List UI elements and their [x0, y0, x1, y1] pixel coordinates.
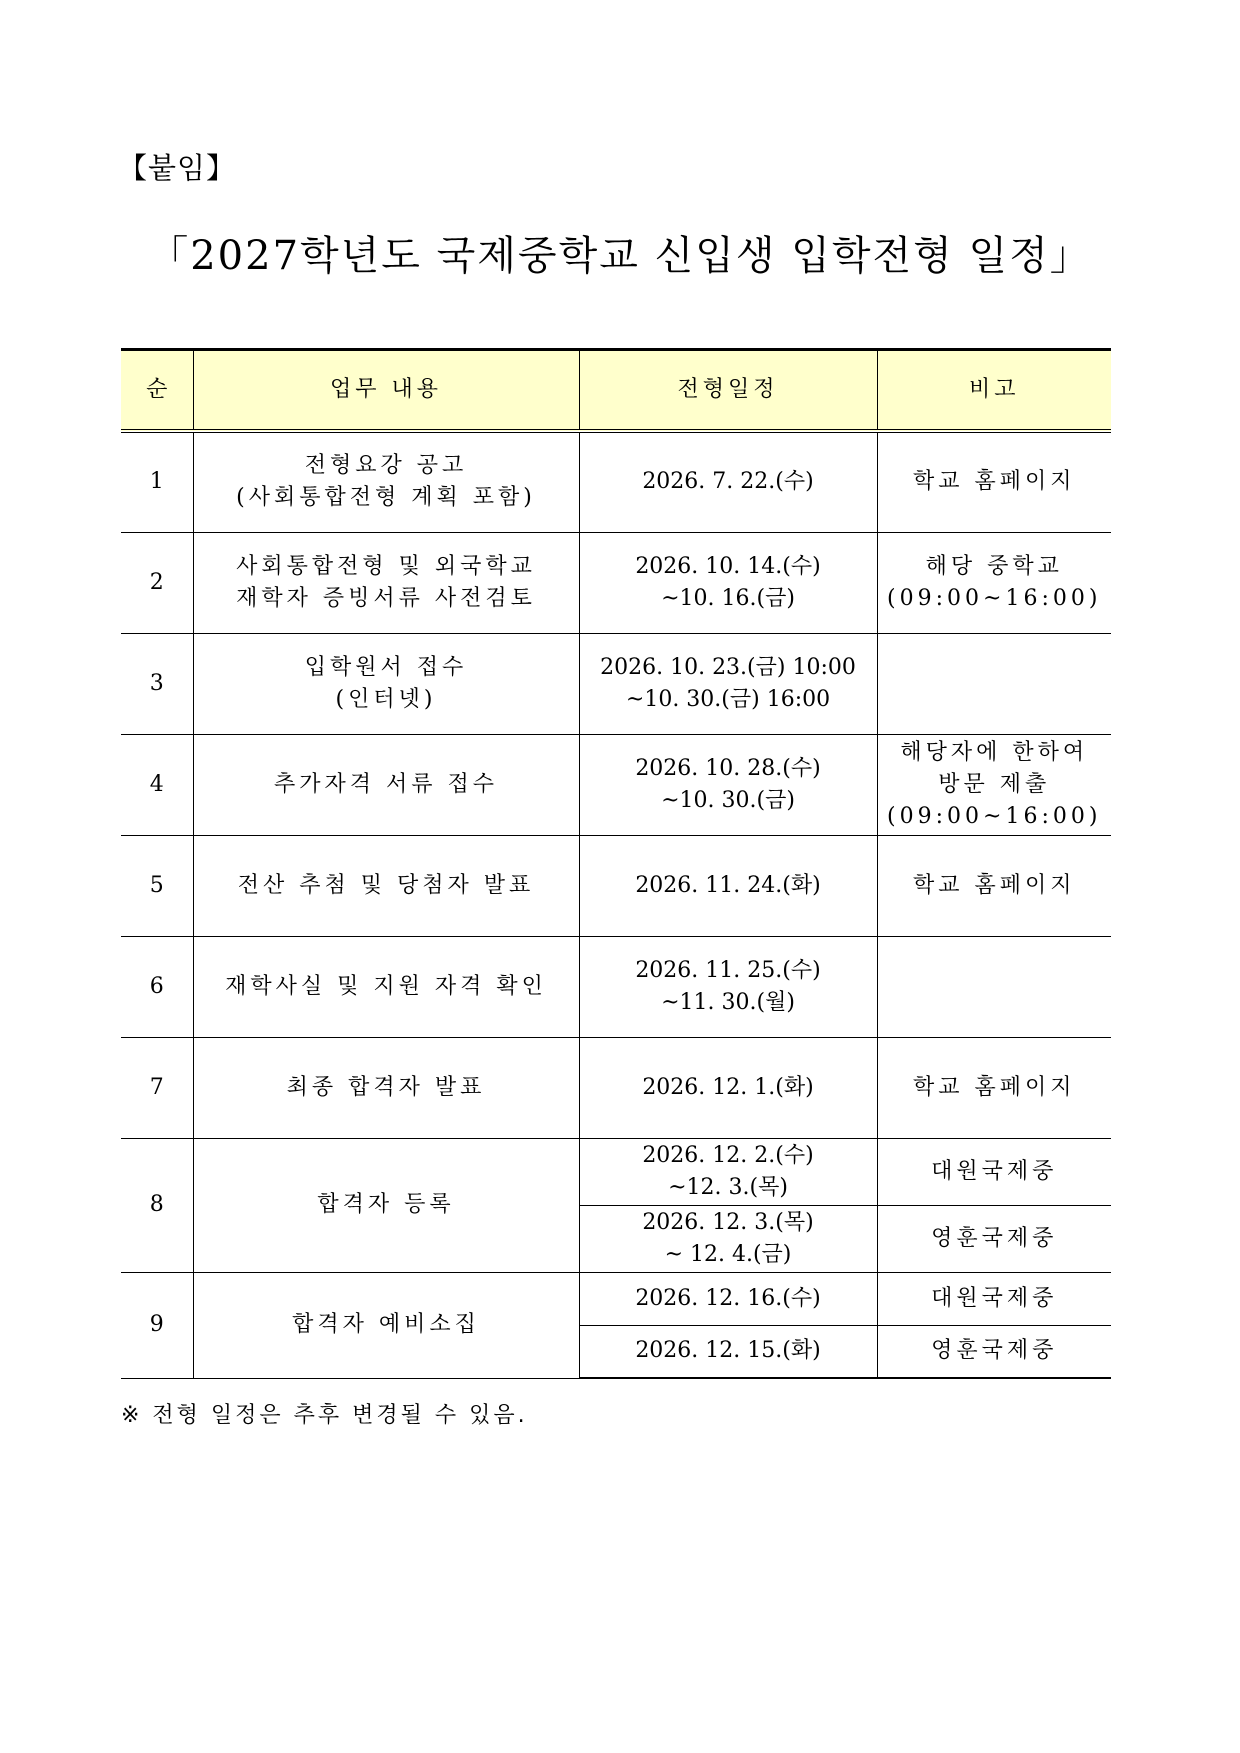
row-5-task-line-1: 전산 추첨 및 당첨자 발표 — [237, 872, 535, 898]
table-row — [121, 431, 1111, 532]
row-6-task-line-1: 재학사실 및 지원 자격 확인 — [225, 973, 547, 999]
row-9-task: 합격자 예비소집 — [193, 1272, 579, 1378]
row-7-task — [193, 1037, 579, 1138]
row-1-remark — [877, 431, 1111, 532]
row-9a-remark: 대원국제중 — [877, 1272, 1111, 1325]
row-3-schedule-line-1: 2026. 10. 23.(금) 10:00 — [600, 654, 856, 680]
header-remark: 비고 — [877, 350, 1111, 432]
row-4-remark-line-1: 해당자에 한하여 — [900, 739, 1089, 765]
row-4-remark — [877, 734, 1111, 835]
row-8a-remark: 대원국제중 — [877, 1138, 1111, 1205]
row-3-remark — [877, 633, 1111, 734]
row-9b-remark: 영훈국제중 — [877, 1325, 1111, 1378]
row-6-no: 6 — [121, 936, 193, 1037]
table-row — [121, 734, 1111, 835]
table-row — [121, 835, 1111, 936]
row-1-remark-line-1: 학교 홈페이지 — [912, 469, 1076, 495]
row-9b-schedule: 2026. 12. 15.(화) — [579, 1325, 877, 1378]
row-3-schedule-line-2: ~10. 30.(금) 16:00 — [625, 686, 831, 712]
row-8b-schedule-line-2: ~ 12. 4.(금) — [664, 1241, 792, 1267]
row-8b-schedule — [579, 1205, 877, 1272]
row-2-task-line-1: 사회통합전형 및 외국학교 — [236, 553, 536, 579]
row-4-schedule-line-1: 2026. 10. 28.(수) — [635, 755, 821, 781]
row-8a-schedule-line-2: ~12. 3.(목) — [668, 1174, 788, 1200]
row-5-schedule — [579, 835, 877, 936]
row-9a-schedule: 2026. 12. 16.(수) — [579, 1272, 877, 1325]
row-2-schedule-line-1: 2026. 10. 14.(수) — [635, 553, 821, 579]
row-2-remark — [877, 532, 1111, 633]
row-3-task-line-1: 입학원서 접수 — [304, 654, 468, 680]
row-8b-schedule-line-1: 2026. 12. 3.(목) — [642, 1209, 814, 1235]
row-5-remark-line-1: 학교 홈페이지 — [912, 872, 1076, 898]
row-3-task-line-2: (인터넷) — [335, 686, 437, 712]
row-4-remark-line-2: 방문 제출 — [938, 771, 1051, 797]
row-7-remark-line-1: 학교 홈페이지 — [912, 1074, 1076, 1100]
table-row — [121, 633, 1111, 734]
row-4-remark-line-3: (09:00~16:00) — [887, 803, 1102, 829]
row-2-no: 2 — [121, 532, 193, 633]
row-8a-schedule-line-1: 2026. 12. 2.(수) — [642, 1142, 814, 1168]
row-7-no: 7 — [121, 1037, 193, 1138]
row-4-task-line-1: 추가자격 서류 접수 — [273, 771, 498, 797]
row-8a-schedule — [579, 1138, 877, 1205]
row-1-no: 1 — [121, 431, 193, 532]
table-row-9a — [121, 1272, 1111, 1325]
row-3-task — [193, 633, 579, 734]
row-5-task — [193, 835, 579, 936]
row-6-schedule-line-1: 2026. 11. 25.(수) — [635, 957, 821, 983]
row-2-schedule-line-2: ~10. 16.(금) — [661, 585, 795, 611]
header-schedule: 전형일정 — [579, 350, 877, 432]
row-5-remark — [877, 835, 1111, 936]
table-row — [121, 532, 1111, 633]
row-4-schedule-line-2: ~10. 30.(금) — [661, 787, 795, 813]
footnote: ※ 전형 일정은 추후 변경될 수 있음. — [121, 1403, 528, 1428]
row-4-task — [193, 734, 579, 835]
row-3-no: 3 — [121, 633, 193, 734]
row-8b-remark: 영훈국제중 — [877, 1205, 1111, 1272]
row-5-schedule-line-1: 2026. 11. 24.(화) — [635, 872, 821, 898]
row-1-task-line-1: 전형요강 공고 — [304, 453, 468, 479]
row-2-schedule — [579, 532, 877, 633]
row-8-no: 8 — [121, 1138, 193, 1272]
header-task: 업무 내용 — [193, 350, 579, 432]
row-4-no: 4 — [121, 734, 193, 835]
row-1-schedule — [579, 431, 877, 532]
row-2-task — [193, 532, 579, 633]
row-3-schedule — [579, 633, 877, 734]
table-row — [121, 936, 1111, 1037]
row-6-remark — [877, 936, 1111, 1037]
row-6-task — [193, 936, 579, 1037]
attachment-label: 【붙임】 — [118, 151, 237, 185]
row-7-task-line-1: 최종 합격자 발표 — [286, 1074, 486, 1100]
header-row — [121, 350, 1111, 432]
page-title: 「2027학년도 국제중학교 신입생 입학전형 일정」 — [148, 233, 1092, 279]
schedule-table — [121, 348, 1111, 1379]
table-row — [121, 1037, 1111, 1138]
row-1-schedule-line-1: 2026. 7. 22.(수) — [642, 469, 814, 495]
row-7-schedule — [579, 1037, 877, 1138]
row-5-no: 5 — [121, 835, 193, 936]
header-no: 순 — [121, 350, 193, 432]
table-row-8a — [121, 1138, 1111, 1205]
row-2-remark-line-2: (09:00~16:00) — [887, 585, 1102, 611]
row-8-task: 합격자 등록 — [193, 1138, 579, 1272]
row-4-schedule — [579, 734, 877, 835]
row-9-no: 9 — [121, 1272, 193, 1378]
row-2-task-line-2: 재학자 증빙서류 사전검토 — [236, 585, 536, 611]
row-6-schedule — [579, 936, 877, 1037]
row-7-schedule-line-1: 2026. 12. 1.(화) — [642, 1074, 814, 1100]
row-7-remark — [877, 1037, 1111, 1138]
row-2-remark-line-1: 해당 중학교 — [925, 553, 1063, 579]
row-1-task-line-2: (사회통합전형 계획 포함) — [236, 485, 536, 511]
row-6-schedule-line-2: ~11. 30.(월) — [661, 989, 795, 1015]
row-1-task — [193, 431, 579, 532]
